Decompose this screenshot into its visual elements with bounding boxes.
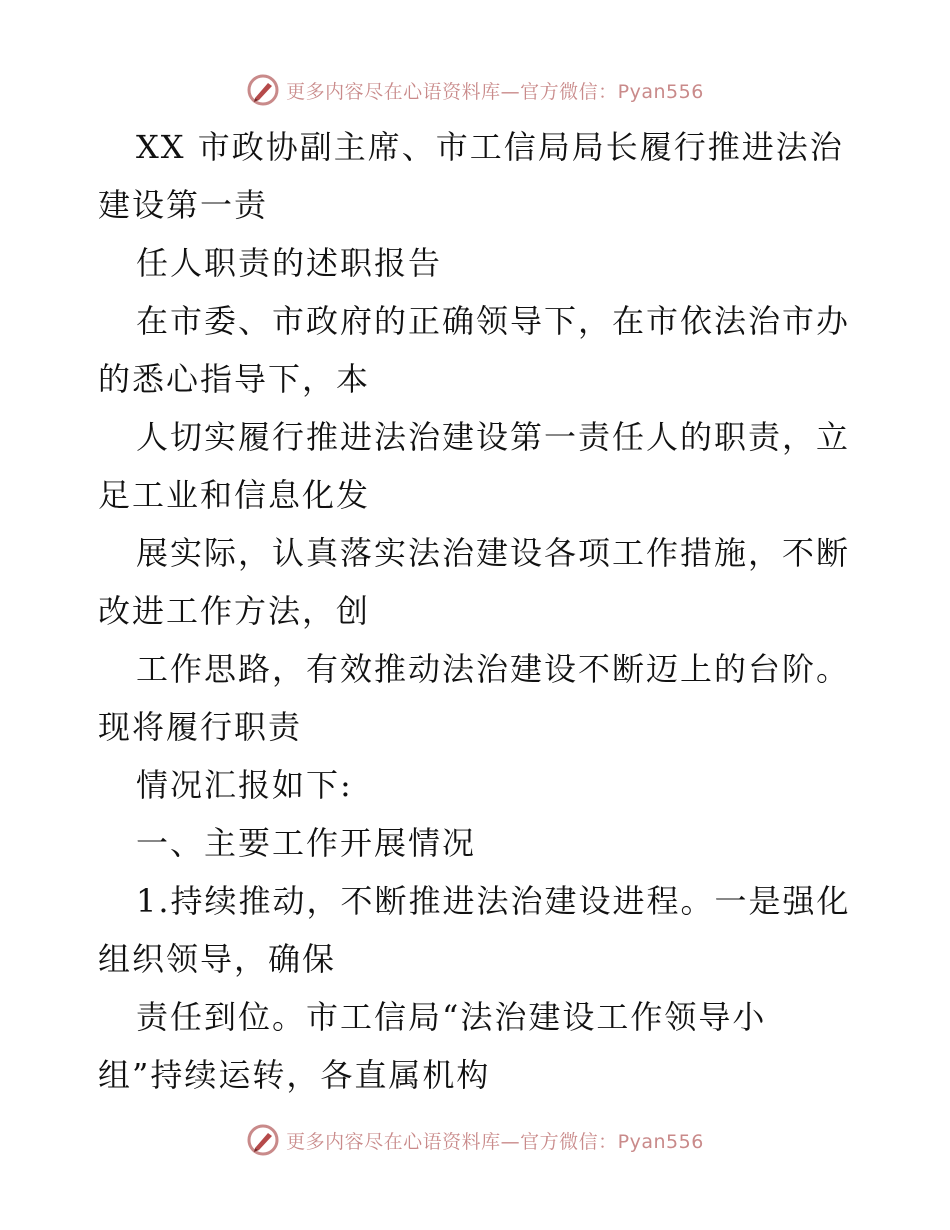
text-line: 改进工作方法，创 [98,592,371,630]
footer-watermark [0,1120,950,1160]
text-line: 组织领导，确保 [98,940,337,978]
text-line: 情况汇报如下: [136,766,353,804]
header-watermark-text: 更多内容尽在心语资料库—官方微信：Pyan556 [286,80,704,103]
text-line: 展实际，认真落实法治建设各项工作措施，不断 [136,534,851,572]
text-line: XX 市政协副主席、市工信局局长履行推进法治 [136,128,844,166]
text-line: 足工业和信息化发 [98,476,371,514]
text-line: 的悉心指导下，本 [98,360,371,398]
text-line: 建设第一责 [98,186,269,224]
pen-logo-icon [246,1123,280,1157]
text-line: 1.持续推动，不断推进法治建设进程。一是强化 [136,882,851,920]
text-line: 人切实履行推进法治建设第一责任人的职责，立 [136,418,851,456]
text-line: 一、主要工作开展情况 [136,824,477,862]
text-line: 组”持续运转，各直属机构 [98,1056,491,1094]
text-line: 责任到位。市工信局“法治建设工作领导小 [136,998,767,1036]
header-watermark [0,70,950,110]
pen-logo-icon [246,73,280,107]
document-body [98,118,858,1104]
footer-watermark-text: 更多内容尽在心语资料库—官方微信：Pyan556 [286,1130,704,1153]
text-line: 现将履行职责 [98,708,303,746]
text-line: 工作思路，有效推动法治建设不断迈上的台阶。 [136,650,851,688]
text-line: 在市委、市政府的正确领导下，在市依法治市办 [136,302,851,340]
text-line: 任人职责的述职报告 [136,244,443,282]
